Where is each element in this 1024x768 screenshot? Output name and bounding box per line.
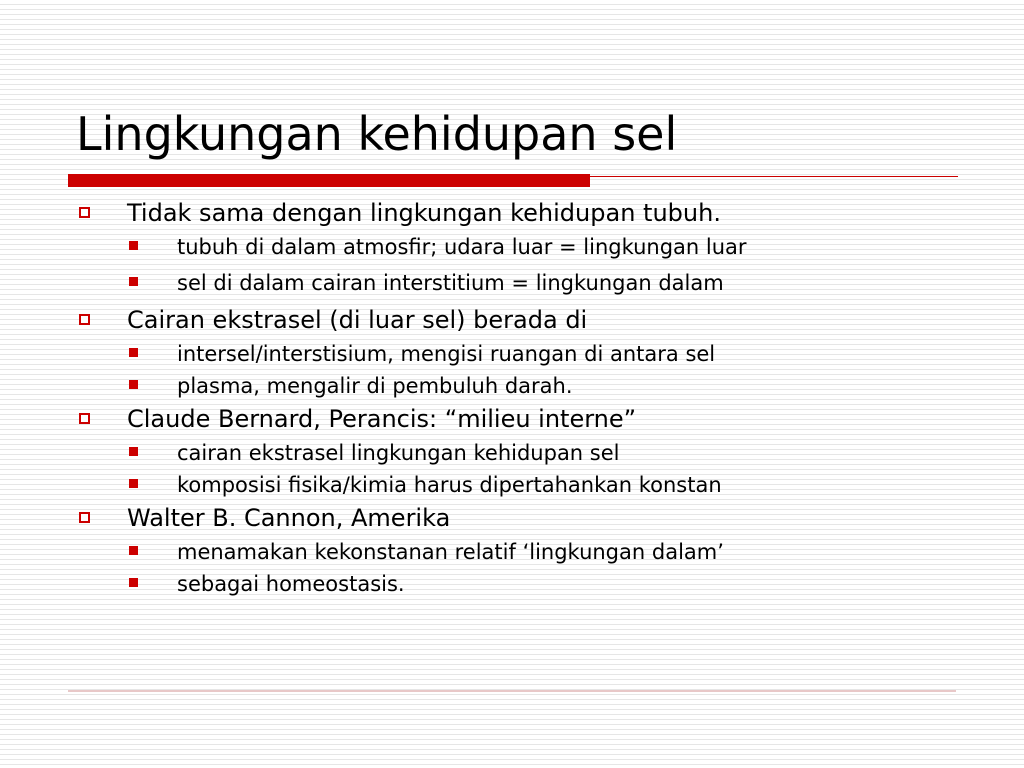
bullet-text: Claude Bernard, Perancis: “milieu interne” — [127, 405, 637, 433]
sub-bullet-item — [76, 231, 976, 263]
title-underline-thin — [590, 176, 958, 177]
sub-bullet-text: sebagai homeostasis. — [177, 572, 405, 596]
bullet-item — [76, 501, 976, 536]
slide-title: Lingkungan kehidupan sel — [76, 107, 678, 161]
filled-square-bullet-icon — [129, 447, 138, 456]
filled-square-bullet-icon — [129, 380, 138, 389]
filled-square-bullet-icon — [129, 546, 138, 555]
bullet-item — [76, 402, 976, 437]
sub-bullet-text: sel di dalam cairan interstitium = lingkungan dalam — [177, 271, 724, 295]
bullet-item — [76, 303, 976, 338]
sub-bullet-item — [76, 536, 976, 568]
sub-bullet-item — [76, 568, 976, 600]
bullet-text: Tidak sama dengan lingkungan kehidupan tubuh. — [127, 199, 721, 227]
hollow-square-bullet-icon — [79, 314, 90, 325]
title-underline-thick — [68, 174, 590, 187]
sub-bullet-text: tubuh di dalam atmosfir; udara luar = lingkungan luar — [177, 235, 747, 259]
sub-bullet-text: menamakan kekonstanan relatif ‘lingkungan dalam’ — [177, 540, 724, 564]
sub-bullet-text: plasma, mengalir di pembuluh darah. — [177, 374, 573, 398]
bullet-item — [76, 196, 976, 231]
filled-square-bullet-icon — [129, 578, 138, 587]
sub-bullet-item — [76, 437, 976, 469]
sub-bullet-text: intersel/interstisium, mengisi ruangan di antara sel — [177, 342, 716, 366]
filled-square-bullet-icon — [129, 241, 138, 250]
hollow-square-bullet-icon — [79, 512, 90, 523]
hollow-square-bullet-icon — [79, 207, 90, 218]
sub-bullet-text: cairan ekstrasel lingkungan kehidupan sel — [177, 441, 620, 465]
bullet-text: Walter B. Cannon, Amerika — [127, 504, 451, 532]
sub-bullet-item — [76, 370, 976, 402]
filled-square-bullet-icon — [129, 277, 138, 286]
sub-bullet-item — [76, 263, 976, 303]
filled-square-bullet-icon — [129, 479, 138, 488]
footer-divider — [68, 690, 956, 692]
bullet-text: Cairan ekstrasel (di luar sel) berada di — [127, 306, 588, 334]
sub-bullet-item — [76, 338, 976, 370]
sub-bullet-item — [76, 469, 976, 501]
hollow-square-bullet-icon — [79, 413, 90, 424]
sub-bullet-text: komposisi fisika/kimia harus dipertahankan konstan — [177, 473, 722, 497]
filled-square-bullet-icon — [129, 348, 138, 357]
bullet-list — [76, 196, 976, 600]
